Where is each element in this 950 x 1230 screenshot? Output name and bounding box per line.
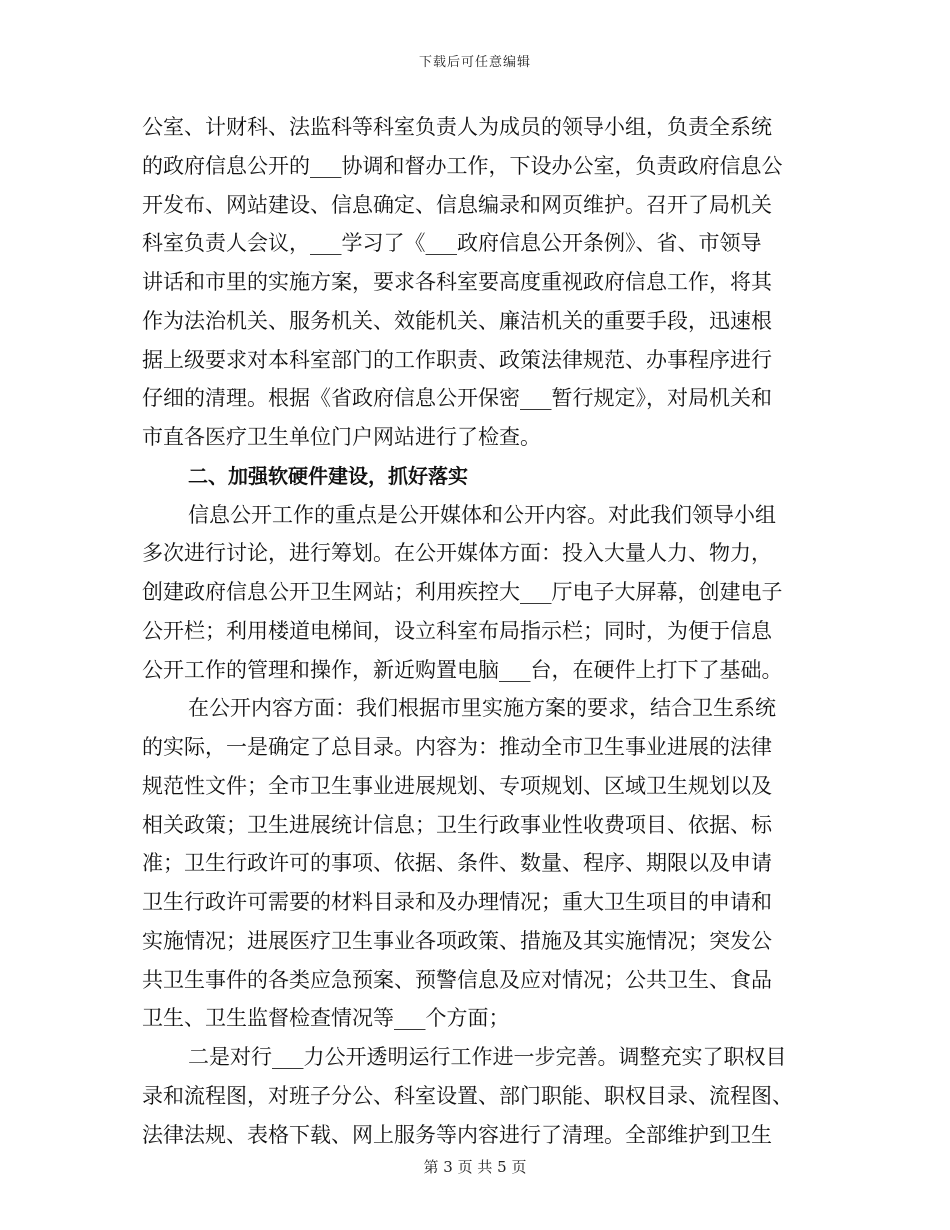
text-line: 卫生行政许可需要的材料目录和及办理情况；重大卫生项目的申请和 — [142, 890, 772, 914]
page-footer: 第 3 页 共 5 页 — [423, 1158, 527, 1176]
text-line: 在公开内容方面：我们根据市里实施方案的要求，结合卫生系统 — [188, 696, 776, 721]
text-line: 仔细的清理。根据《省政府信息公开保密___暂行规定》，对局机关和 — [142, 386, 772, 411]
text-line: 相关政策；卫生进展统计信息；卫生行政事业性收费项目、依据、标 — [142, 812, 772, 837]
text-line: 实施情况；进展医疗卫生事业各项政策、措施及其实施情况；突发公 — [142, 928, 772, 953]
text-line: 市直各医疗卫生单位门户网站进行了检查。 — [142, 425, 541, 449]
text-line: 公开栏；利用楼道电梯间，设立科室布局指示栏；同时，为便于信息 — [142, 618, 772, 643]
document-body — [142, 108, 812, 1154]
text-line: 创建政府信息公开卫生网站；利用疾控大___厅电子大屏幕，创建电子 — [142, 580, 783, 604]
text-line: 讲话和市里的实施方案，要求各科室要高度重视政府信息工作，将其 — [142, 270, 772, 294]
text-line: 法律法规、表格下载、网上服务等内容进行了清理。全部维护到卫生 — [142, 1122, 772, 1147]
text-line: 的政府信息公开的___协调和督办工作，下设办公室，负责政府信息公 — [142, 153, 783, 178]
text-line: 作为法治机关、服务机关、效能机关、廉洁机关的重要手段，迅速根 — [142, 308, 772, 333]
text-line: 卫生、卫生监督检查情况等___个方面； — [142, 1006, 510, 1031]
text-line: 科室负责人会议，___学习了《___政府信息公开条例》、省、市领导 — [142, 231, 762, 256]
text-line: 规范性文件；全市卫生事业进展规划、专项规划、区域卫生规划以及 — [142, 773, 772, 798]
page-header: 下载后可任意编辑 — [418, 55, 531, 70]
text-line: 录和流程图，对班子分公、科室设置、部门职能、职权目录、流程图、 — [142, 1083, 793, 1108]
text-line: 公室、计财科、法监科等科室负责人为成员的领导小组，负责全系统 — [142, 115, 772, 139]
text-line: 准；卫生行政许可的事项、依据、条件、数量、程序、期限以及申请 — [142, 851, 772, 876]
text-line: 公开工作的管理和操作，新近购置电脑___台，在硬件上打下了基础。 — [142, 657, 783, 682]
text-line: 多次进行讨论，进行筹划。在公开媒体方面：投入大量人力、物力， — [142, 541, 772, 566]
text-line: 二是对行___力公开透明运行工作进一步完善。调整充实了职权目 — [188, 1045, 787, 1069]
text-line: 信息公开工作的重点是公开媒体和公开内容。对此我们领导小组 — [188, 502, 776, 527]
text-line: 共卫生事件的各类应急预案、预警信息及应对情况；公共卫生、食品 — [142, 967, 772, 992]
text-line: 据上级要求对本科室部门的工作职责、政策法律规范、办事程序进行 — [142, 347, 772, 372]
text-line: 的实际，一是确定了总目录。内容为：推动全市卫生事业进展的法律 — [142, 735, 772, 759]
text-line: 开发布、网站建设、信息确定、信息编录和网页维护。召开了局机关 — [142, 192, 772, 217]
section-heading: 二、加强软硬件建设，抓好落实 — [188, 463, 468, 488]
